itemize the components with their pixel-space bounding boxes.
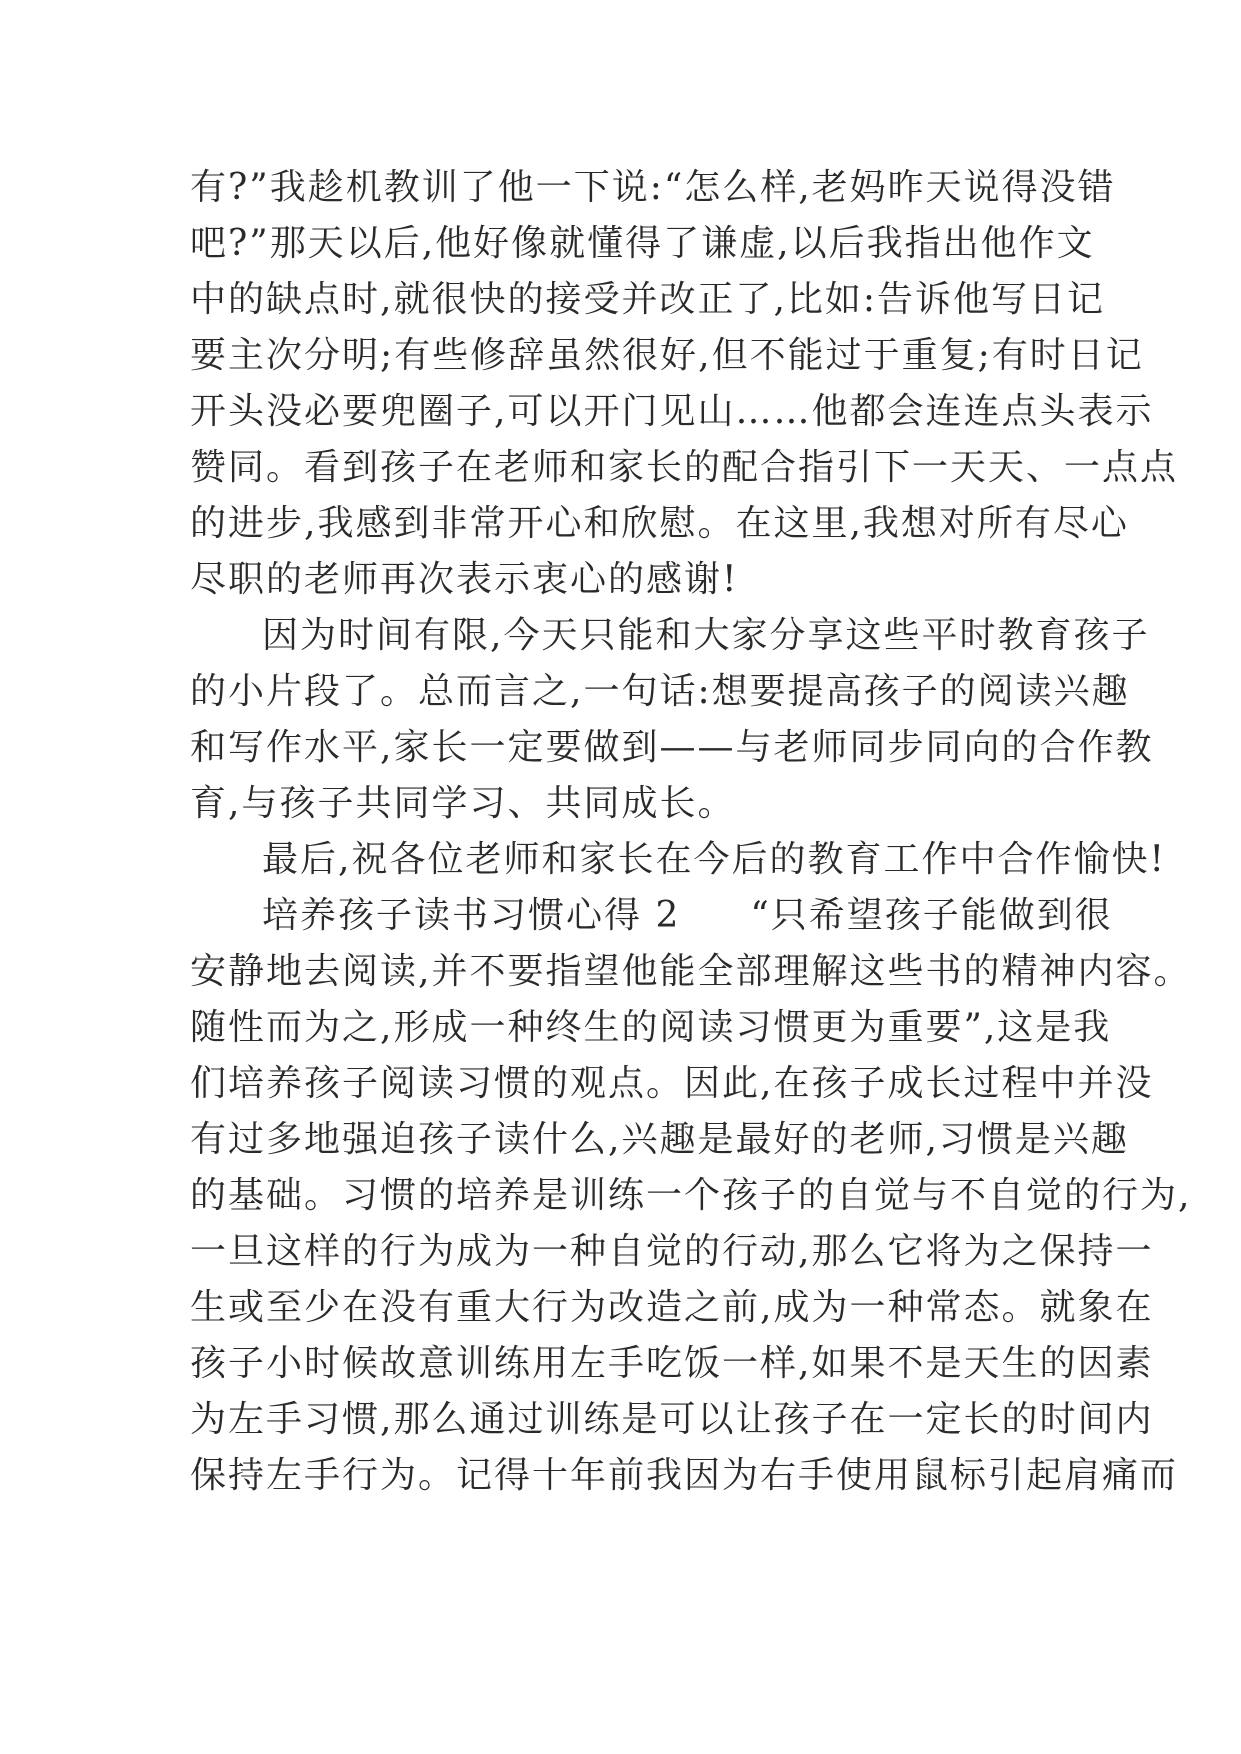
- section-heading-line: [190, 888, 1113, 944]
- text-line: 孩子小时候故意训练用左手吃饭一样,如果不是天生的因素: [190, 1343, 1154, 1384]
- text-line: 要主次分明;有些修辞虽然很好,但不能过于重复;有时日记: [190, 335, 1144, 376]
- text-line: 一旦这样的行为成为一种自觉的行动,那么它将为之保持一: [190, 1231, 1154, 1272]
- section-heading: 培养孩子读书习惯心得 2: [262, 895, 681, 936]
- text-line: 安静地去阅读,并不要指望他能全部理解这些书的精神内容。: [190, 951, 1192, 992]
- text-line: 的小片段了。总而言之,一句话:想要提高孩子的阅读兴趣: [190, 671, 1130, 712]
- text-line: 开头没必要兜圈子,可以开门见山……他都会连连点头表示: [190, 391, 1154, 432]
- text-line: 的基础。习惯的培养是训练一个孩子的自觉与不自觉的行为,: [190, 1175, 1192, 1216]
- section-lead-text: “只希望孩子能做到很: [750, 895, 1113, 936]
- text-line: 最后,祝各位老师和家长在今后的教育工作中合作愉快!: [262, 839, 1166, 880]
- text-line: 育,与孩子共同学习、共同成长。: [190, 783, 736, 824]
- text-line: 为左手习惯,那么通过训练是可以让孩子在一定长的时间内: [190, 1399, 1154, 1440]
- text-line: 吧?”那天以后,他好像就懂得了谦虚,以后我指出他作文: [190, 223, 1095, 264]
- text-line: 随性而为之,形成一种终生的阅读习惯更为重要”,这是我: [190, 1007, 1112, 1048]
- text-line: 生或至少在没有重大行为改造之前,成为一种常态。就象在: [190, 1287, 1154, 1328]
- text-line: 因为时间有限,今天只能和大家分享这些平时教育孩子: [262, 615, 1150, 656]
- text-line: 保持左手行为。记得十年前我因为右手使用鼠标引起肩痛而: [190, 1455, 1179, 1496]
- text-line: 有过多地强迫孩子读什么,兴趣是最好的老师,习惯是兴趣: [190, 1119, 1129, 1160]
- text-line: 们培养孩子阅读习惯的观点。因此,在孩子成长过程中并没: [190, 1063, 1154, 1104]
- text-line: 的进步,我感到非常开心和欣慰。在这里,我想对所有尽心: [190, 503, 1129, 544]
- text-line: 尽职的老师再次表示衷心的感谢!: [190, 559, 739, 600]
- text-line: 有?”我趁机教训了他一下说:“怎么样,老妈昨天说得没错: [190, 167, 1116, 208]
- text-line: 赞同。看到孩子在老师和家长的配合指引下一天天、一点点: [190, 447, 1179, 488]
- text-line: 和写作水平,家长一定要做到——与老师同步同向的合作教: [190, 727, 1154, 768]
- document-body: [190, 160, 1192, 1504]
- text-line: 中的缺点时,就很快的接受并改正了,比如:告诉他写日记: [190, 279, 1106, 320]
